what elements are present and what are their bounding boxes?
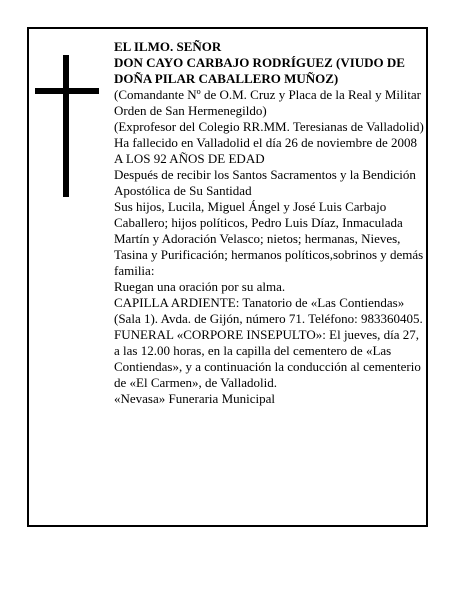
deceased-name: DON CAYO CARBAJO RODRÍGUEZ (VIUDO DE DOÑA PILAR CABALLERO MUÑOZ): [114, 55, 405, 86]
cross-horizontal-bar: [35, 88, 99, 94]
funeral-home: «Nevasa» Funeraria Municipal: [114, 391, 276, 406]
military-title: (Comandante Nº de O.M. Cruz y Placa de la Real y Militar Orden de San Hermenegildo): [114, 87, 421, 118]
death-info: Ha fallecido en Valladolid el día 26 de noviembre de 2008: [114, 135, 417, 150]
obituary-text: [114, 39, 426, 407]
age-line: A LOS 92 AÑOS DE EDAD: [114, 151, 265, 166]
family-list: Sus hijos, Lucila, Miguel Ángel y José Luis Carbajo Caballero; hijos políticos, Pedro Luis Díaz, Inmaculada Martín y Adoración Velasco; nietos; hermanas, Nieves, Tasina y Purificación; hermanos políticos,sobrinos y demás familia:: [114, 199, 424, 278]
chapel-info: CAPILLA ARDIENTE: Tanatorio de «Las Contiendas» (Sala 1). Avda. de Gijón, número 71. Teléfono: 983360405.: [114, 295, 423, 326]
cross-icon: [35, 55, 99, 197]
former-teacher: (Exprofesor del Colegio RR.MM. Teresianas de Valladolid): [114, 119, 424, 134]
sacraments-line: Después de recibir los Santos Sacramentos y la Bendición Apostólica de Su Santidad: [114, 167, 416, 198]
funeral-info: FUNERAL «CORPORE INSEPULTO»: El jueves, día 27, a las 12.00 horas, en la capilla del cementero de «Las Contiendas», y a continuación la conducción al cementerio de «El Carmen», de Valladolid.: [114, 327, 421, 390]
prayer-request: Ruegan una oración por su alma.: [114, 279, 286, 294]
cross-vertical-bar: [63, 55, 69, 197]
title-honorific: EL ILMO. SEÑOR: [114, 39, 222, 54]
